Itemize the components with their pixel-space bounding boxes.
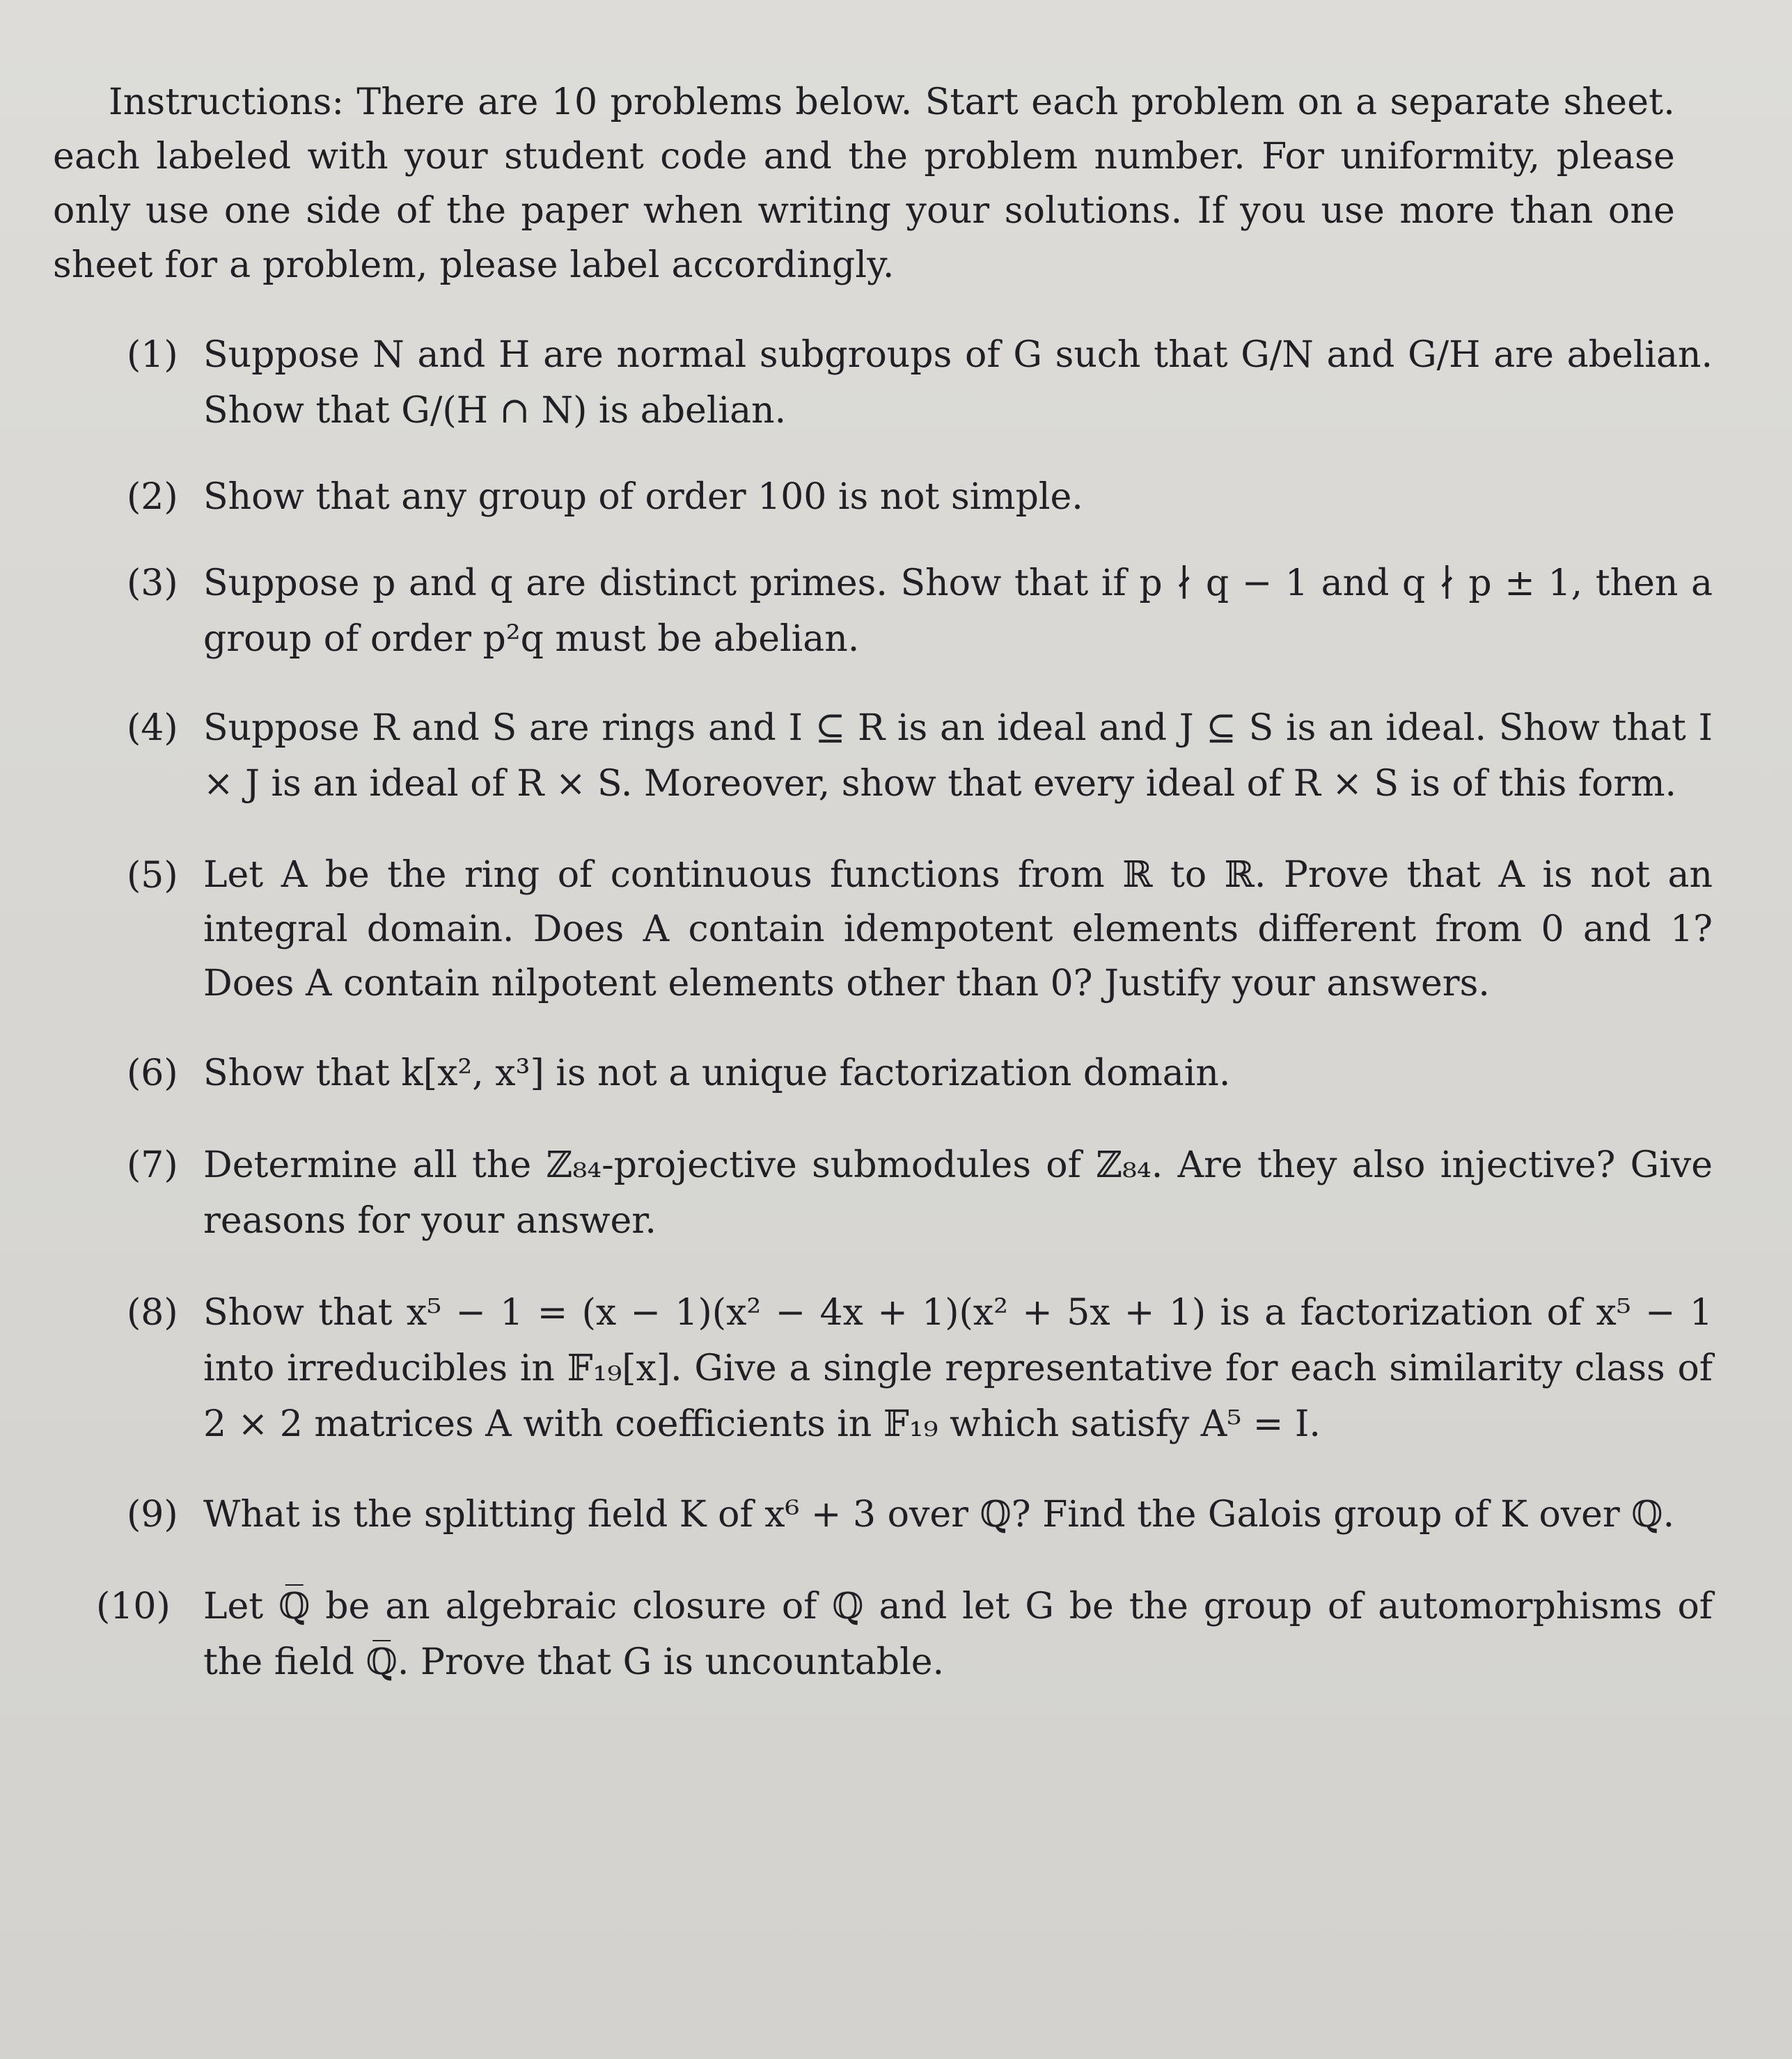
problem-item <box>91 700 1713 812</box>
problem-number: (4) <box>127 707 178 749</box>
problem-list <box>91 327 1713 1690</box>
problem-text: What is the splitting field K of x⁶ + 3 over ℚ? Find the Galois group of K over ℚ. <box>203 1494 1675 1536</box>
problem-number: (5) <box>127 855 178 897</box>
problem-item <box>91 555 1713 667</box>
problem-number: (7) <box>127 1144 178 1186</box>
problem-item <box>91 1487 1713 1543</box>
problem-number: (6) <box>127 1052 178 1094</box>
problem-number: (8) <box>127 1292 178 1334</box>
problem-number: (9) <box>127 1494 178 1536</box>
problem-text: Suppose N and H are normal subgroups of G such that G/N and G/H are abelian. Show that G/(H ∩ N) is abelian. <box>203 334 1713 432</box>
problem-text: Suppose p and q are distinct primes. Show that if p ∤ q − 1 and q ∤ p ± 1, then a group of order p²q must be abelian. <box>203 562 1713 660</box>
problem-item <box>91 327 1713 439</box>
problem-item <box>91 1046 1713 1101</box>
problem-text: Show that k[x², x³] is not a unique factorization domain. <box>203 1052 1231 1094</box>
problem-item <box>91 848 1713 1011</box>
problem-text: Suppose R and S are rings and I ⊆ R is an ideal and J ⊆ S is an ideal. Show that I × J is an ideal of R × S. Moreover, show that every ideal of R × S is of this form. <box>203 707 1713 805</box>
problem-number: (3) <box>127 562 178 604</box>
problem-text: Determine all the ℤ₈₄-projective submodules of ℤ₈₄. Are they also injective? Give reasons for your answer. <box>203 1144 1713 1242</box>
problem-number: (1) <box>127 334 178 376</box>
problem-text: Show that any group of order 100 is not simple. <box>203 476 1083 518</box>
problem-item <box>91 1137 1713 1249</box>
problem-number: (10) <box>96 1586 171 1627</box>
problem-number: (2) <box>127 476 178 518</box>
problem-text: Let ℚ̅ be an algebraic closure of ℚ and let G be the group of automorphisms of the field ℚ̅. Prove that G is uncountable. <box>203 1586 1713 1683</box>
problem-item <box>91 469 1713 525</box>
problem-item <box>91 1285 1713 1452</box>
problem-text: Let A be the ring of continuous functions from ℝ to ℝ. Prove that A is not an integral domain. Does A contain idempotent elements different from 0 and 1? Does A contain nilpotent elements other than 0? Justify your answers. <box>203 854 1713 1004</box>
problem-item <box>91 1579 1713 1690</box>
problem-text: Show that x⁵ − 1 = (x − 1)(x² − 4x + 1)(x² + 5x + 1) is a factorization of x⁵ − 1 into irreducibles in 𝔽₁₉[x]. Give a single representative for each similarity class of 2 × 2 matrices A with coefficients in 𝔽₁₉ which satisfy A⁵ = I. <box>203 1292 1713 1445</box>
instructions-paragraph: Instructions: There are 10 problems below. Start each problem on a separate sheet. each labeled with your student code and the problem number. For uniformity, please only use one side of the paper when writing your solutions. If you use more than one sheet for a problem, please label accordingly. <box>53 81 1675 286</box>
